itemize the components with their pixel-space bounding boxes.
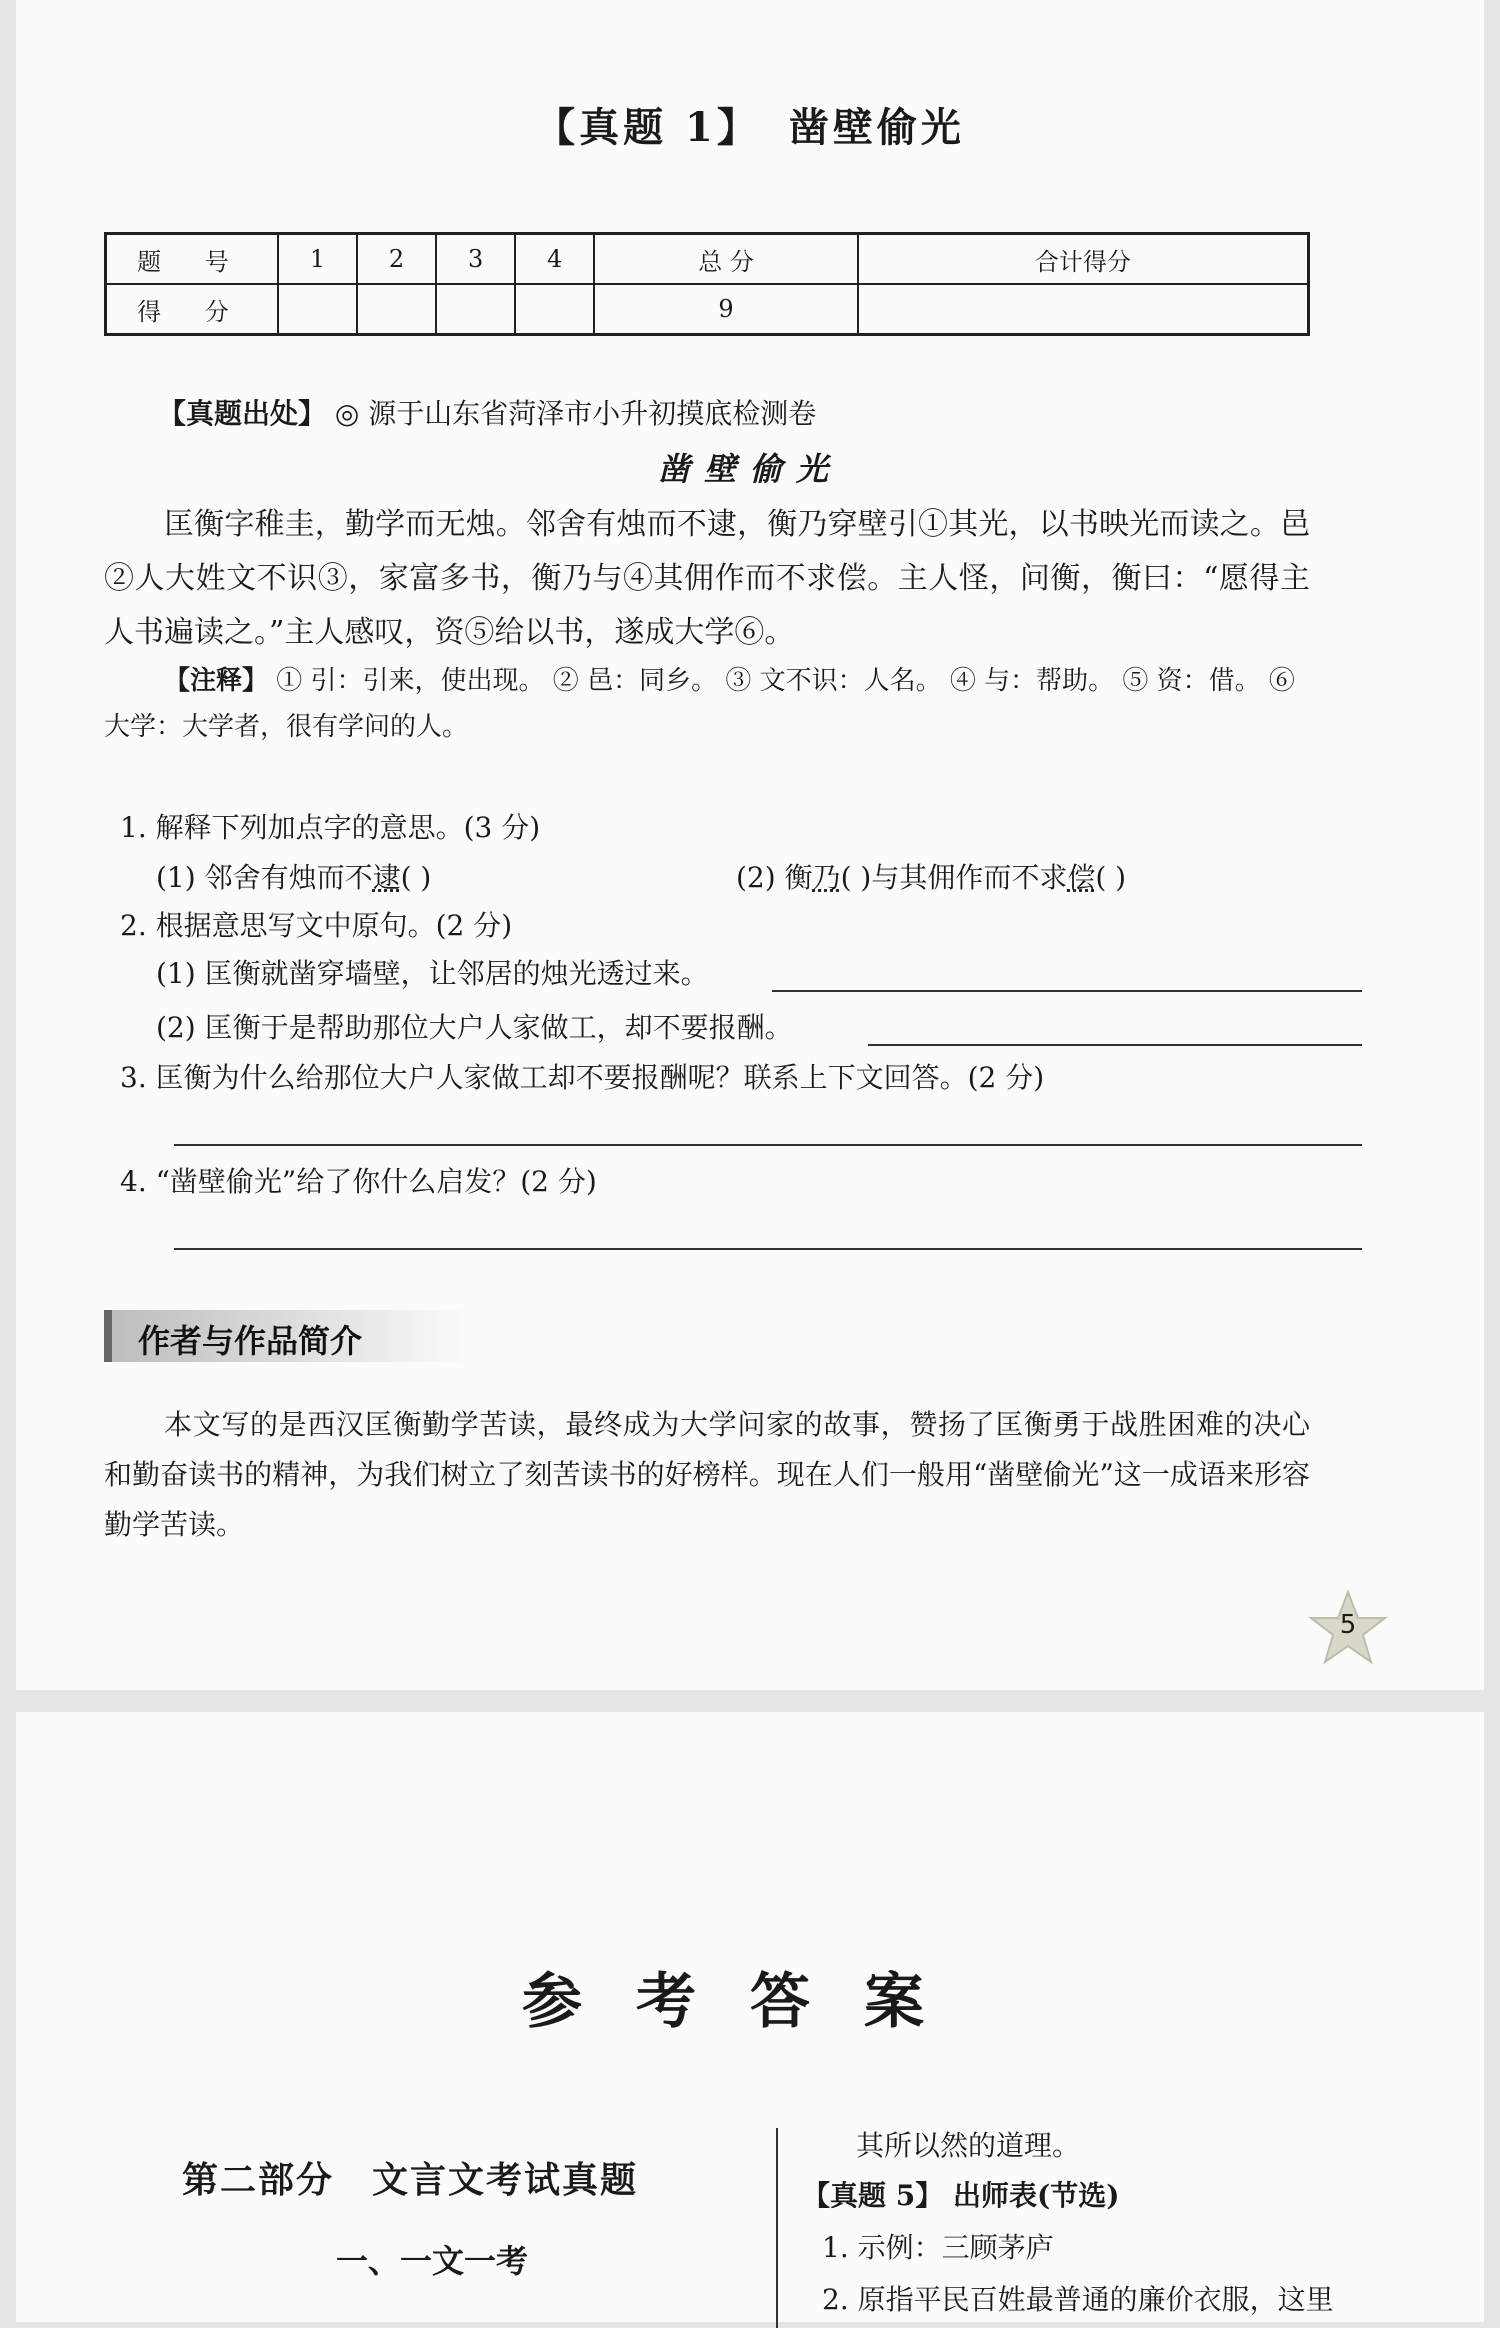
question-1: 1. 解释下列加点字的意思。(3 分)	[120, 811, 541, 844]
intro-text: 本文写的是西汉匡衡勤学苦读，最终成为大学问家的故事，赞扬了匡衡勇于战胜困难的决心和勤奋读书的精神，为我们树立了刻苦读书的好榜样。现在人们一般用“凿壁偷光”这一成语来形容勤学苦读。	[104, 1408, 1310, 1541]
question-text: (1) 邻舍有烛而不	[156, 861, 373, 894]
score-input-cell[interactable]	[278, 284, 357, 335]
page-two	[16, 1712, 1484, 2322]
question-2: 2. 根据意思写文中原句。(2 分)	[120, 909, 513, 942]
table-row	[106, 234, 1309, 285]
page-number: 5	[1339, 1610, 1357, 1640]
answer-blank[interactable]: ( )	[1095, 861, 1127, 894]
source-label: 【真题出处】	[158, 397, 327, 430]
table-cell: 题 号	[106, 234, 279, 285]
notes-label: 【注释】	[164, 666, 269, 696]
question-2-part-1: (1) 匡衡就凿穿墙壁，让邻居的烛光透过来。	[156, 957, 709, 990]
notes	[104, 658, 1310, 750]
answer-line-text: 2. 原指平民百姓最普通的廉价衣服，这里	[822, 2283, 1334, 2316]
answer-line[interactable]	[772, 990, 1362, 992]
question-text: (2) 衡	[736, 861, 813, 894]
title-tag: 【真题 1】	[535, 104, 761, 151]
passage-text: 匡衡字稚圭，勤学而无烛。邻舍有烛而不逮，衡乃穿壁引①其光，以书映光而读之。邑②人大姓文不识③，家富多书，衡乃与④其佣作而不求偿。主人怪，问衡，衡曰：“愿得主人书遍读之。”主人感叹，资⑤给以书，遂成大学⑥。	[104, 507, 1310, 650]
page-number-badge	[1308, 1588, 1388, 1668]
score-input-cell[interactable]	[515, 284, 594, 335]
answer-heading: 【真题 5】 出师表(节选)	[802, 2179, 1120, 2212]
score-input-cell[interactable]	[357, 284, 436, 335]
answer-line-text: 1. 示例：三顾茅庐	[822, 2231, 1054, 2264]
source-text: ◎ 源于山东省菏泽市小升初摸底检测卷	[334, 397, 817, 430]
score-table	[104, 232, 1310, 336]
table-cell: 总 分	[594, 234, 858, 285]
sub-title: 一、一文一考	[336, 2242, 529, 2280]
question-1-part-2	[736, 856, 1126, 896]
answer-line-text: 其所以然的道理。	[856, 2129, 1081, 2162]
question-2-part-2: (2) 匡衡于是帮助那位大户人家做工，却不要报酬。	[156, 1011, 793, 1044]
question-1-part-1	[156, 856, 431, 896]
table-row	[106, 284, 1309, 335]
score-input-cell[interactable]	[436, 284, 515, 335]
dotted-char: 乃	[812, 861, 841, 894]
section-heading-text: 作者与作品简介	[138, 1322, 363, 1360]
question-text: ( )与其佣作而不求	[840, 861, 1068, 894]
answer-line[interactable]	[868, 1044, 1362, 1046]
score-input-cell[interactable]	[858, 284, 1309, 335]
answer-line[interactable]	[174, 1144, 1362, 1146]
passage-title: 凿壁偷光	[657, 450, 842, 488]
answer-blank[interactable]: ( )	[400, 861, 432, 894]
page-title	[16, 96, 1484, 153]
question-4: 4. “凿壁偷光”给了你什么启发？(2 分)	[120, 1165, 597, 1198]
table-cell: 合计得分	[858, 234, 1309, 285]
table-cell: 4	[515, 234, 594, 285]
title-text: 凿壁偷光	[788, 104, 965, 151]
table-cell: 得 分	[106, 284, 279, 335]
table-cell: 1	[278, 234, 357, 285]
notes-text: ① 引：引来，使出现。 ② 邑：同乡。 ③ 文不识：人名。 ④ 与：帮助。 ⑤ 资：借。 ⑥ 大学：大学者，很有学问的人。	[104, 666, 1295, 742]
page-one	[16, 0, 1484, 1690]
section-heading	[104, 1310, 472, 1362]
answers-title: 参考答案	[522, 1967, 978, 2037]
table-cell: 2	[357, 234, 436, 285]
answer-line[interactable]	[174, 1248, 1362, 1250]
question-3: 3. 匡衡为什么给那位大户人家做工却不要报酬呢？联系上下文回答。(2 分)	[120, 1061, 1045, 1094]
total-score-cell: 9	[594, 284, 858, 335]
column-divider	[776, 2128, 778, 2328]
dotted-char: 逮	[372, 861, 401, 894]
table-cell: 3	[436, 234, 515, 285]
dotted-char: 偿	[1067, 861, 1096, 894]
part-title: 第二部分 文言文考试真题	[182, 2160, 639, 2201]
source-line	[158, 392, 816, 432]
